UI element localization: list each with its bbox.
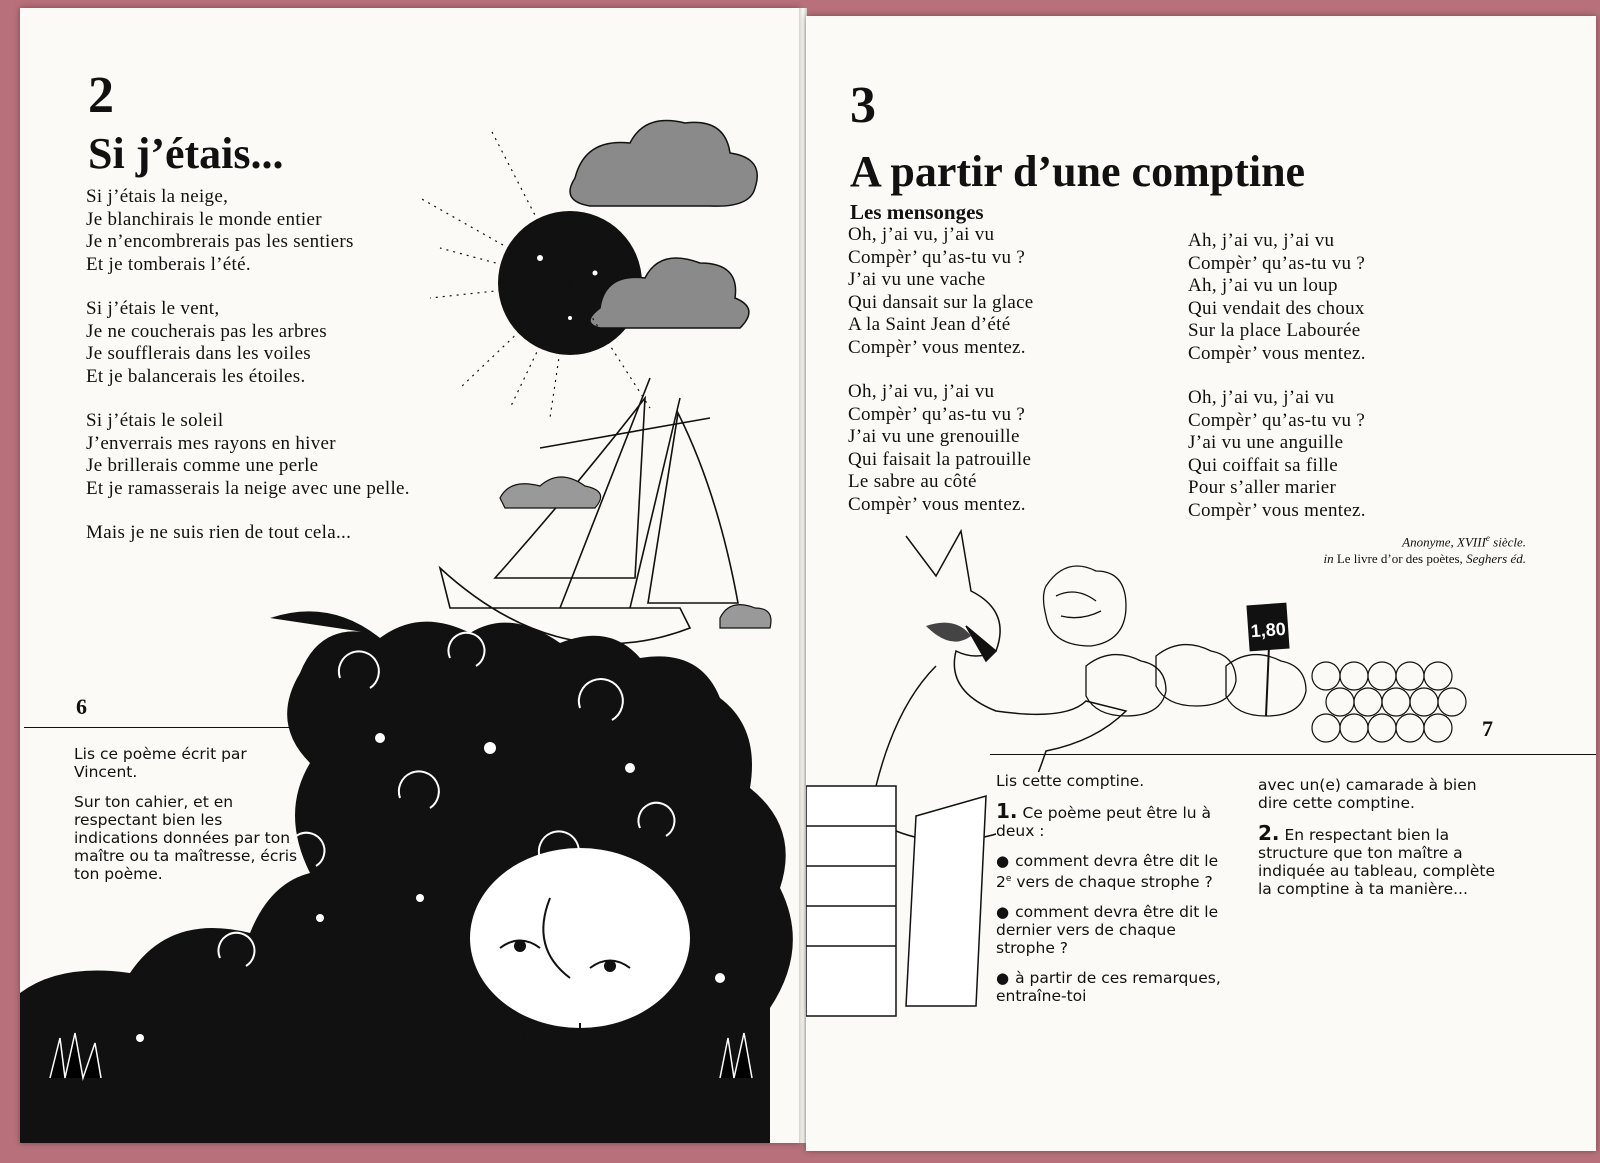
- instruction-text: avec un(e) camarade à bien dire cette comptine.: [1258, 776, 1477, 812]
- poem-closing: Mais je ne suis rien de tout cela...: [86, 522, 352, 543]
- bullet-sup: e: [1005, 874, 1012, 884]
- poem-line: Compèr’ qu’as-tu vu ?: [848, 403, 1026, 425]
- poem-column-1: [848, 224, 1034, 516]
- left-page: [20, 8, 800, 1143]
- instruction-text: Lis ce poème écrit par Vincent.: [74, 745, 247, 781]
- question-text: En respectant bien la structure que ton maître a indiquée au tableau, complète la comptine à ta manière...: [1258, 826, 1496, 898]
- poem-line: Je soufflerais dans les voiles: [86, 343, 311, 364]
- page-number-right: 7: [1482, 716, 1493, 741]
- poem-line: Compèr’ vous mentez.: [1188, 342, 1366, 364]
- poem-line: Compèr’ qu’as-tu vu ?: [1188, 409, 1366, 431]
- poem-line: Compèr’ qu’as-tu vu ?: [1188, 252, 1366, 274]
- poem-line: Je ne coucherais pas les arbres: [86, 320, 327, 342]
- bullet-text: à partir de ces remarques, entraîne-toi: [996, 969, 1221, 1006]
- poem-si-jetais: [86, 186, 410, 545]
- poem-line: Je n’encombrerais pas les sentiers: [86, 231, 354, 252]
- credit-book: Le livre d’or des poètes,: [1333, 551, 1467, 567]
- poem-line: Et je balancerais les étoiles.: [86, 365, 306, 387]
- price-tag: [1246, 603, 1289, 652]
- credit-sup: e: [1485, 533, 1490, 543]
- instruction-text: Sur ton cahier, et en respectant bien les indications données par ton maître ou ta maîtresse, écris ton poème.: [74, 793, 298, 883]
- poem-line: Compèr’ qu’as-tu vu ?: [848, 246, 1026, 268]
- poem-line: Je blanchirais le monde entier: [86, 208, 322, 230]
- bullet-text: comment devra être dit le 2: [996, 852, 1219, 892]
- poem-line: Qui dansait sur la glace: [848, 291, 1034, 313]
- instructions-left: [74, 745, 299, 895]
- poem-line: Ah, j’ai vu, j’ai vu: [1188, 230, 1335, 251]
- poem-line: Oh, j’ai vu, j’ai vu: [848, 224, 995, 245]
- poem-number: 2: [88, 67, 114, 124]
- price-text: 1,80: [1250, 618, 1287, 642]
- poem-line: Et je ramasserais la neige avec une pelle.: [86, 477, 410, 499]
- poem-line: Si j’étais la neige,: [86, 186, 229, 207]
- poem-line: Je brillerais comme une perle: [86, 455, 319, 476]
- poem-line: Compèr’ vous mentez.: [848, 336, 1026, 358]
- bullet-item: [996, 969, 1231, 1005]
- question-1: [996, 799, 1231, 840]
- poem-line: J’ai vu une anguille: [1188, 432, 1344, 453]
- poem-line: A la Saint Jean d’été: [848, 314, 1011, 335]
- poem-line: Pour s’aller marier: [1188, 477, 1337, 498]
- question-number: 2.: [1258, 821, 1280, 845]
- poem-line: Compèr’ vous mentez.: [1188, 499, 1366, 521]
- instructions-right-col2: [1258, 776, 1508, 910]
- poem-line: J’enverrais mes rayons en hiver: [86, 432, 336, 454]
- question-text: Ce poème peut être lu à deux :: [996, 804, 1212, 840]
- poem-title: A partir d’une comptine: [850, 147, 1306, 196]
- bullet-item: [996, 852, 1231, 891]
- credit-publisher: Seghers éd.: [1466, 551, 1526, 567]
- poem-number: 3: [850, 77, 876, 134]
- poem-line: Compèr’ vous mentez.: [848, 493, 1026, 515]
- right-page: [806, 16, 1596, 1151]
- bullet-item: [996, 903, 1231, 957]
- bullet-text: vers de chaque strophe ?: [1011, 873, 1213, 892]
- poem-line: Oh, j’ai vu, j’ai vu: [848, 381, 995, 402]
- instructions-right-col1: [996, 772, 1231, 1017]
- poem-column-2: [1188, 230, 1366, 522]
- poem-line: Et je tomberais l’été.: [86, 253, 251, 275]
- credit-century: siècle.: [1489, 534, 1526, 550]
- credit-author: Anonyme, XVIII: [1402, 534, 1486, 550]
- poem-subtitle: Les mensonges: [850, 200, 984, 224]
- question-2: [1258, 821, 1508, 898]
- poem-line: Qui coiffait sa fille: [1188, 454, 1338, 476]
- poem-line: Ah, j’ai vu un loup: [1188, 275, 1338, 296]
- divider: [990, 754, 1596, 755]
- bullet-text: comment devra être dit le dernier vers de chaque strophe ?: [996, 903, 1219, 958]
- poem-line: Qui faisait la patrouille: [848, 448, 1032, 470]
- page-number-left: 6: [76, 694, 87, 719]
- poem-line: Le sabre au côté: [848, 471, 977, 492]
- poem-line: Si j’étais le vent,: [86, 298, 220, 319]
- divider: [24, 727, 296, 728]
- poem-line: Qui vendait des choux: [1188, 297, 1365, 319]
- poem-line: J’ai vu une grenouille: [848, 426, 1020, 447]
- credit-in: in: [1323, 551, 1334, 567]
- instruction-text: Lis cette comptine.: [996, 772, 1145, 790]
- poem-line: Oh, j’ai vu, j’ai vu: [1188, 387, 1335, 408]
- poem-title: Si j’étais...: [88, 129, 284, 178]
- poem-line: Si j’étais le soleil: [86, 410, 224, 431]
- question-number: 1.: [996, 799, 1018, 823]
- poem-line: J’ai vu une vache: [848, 269, 986, 290]
- poem-line: Sur la place Labourée: [1188, 320, 1361, 341]
